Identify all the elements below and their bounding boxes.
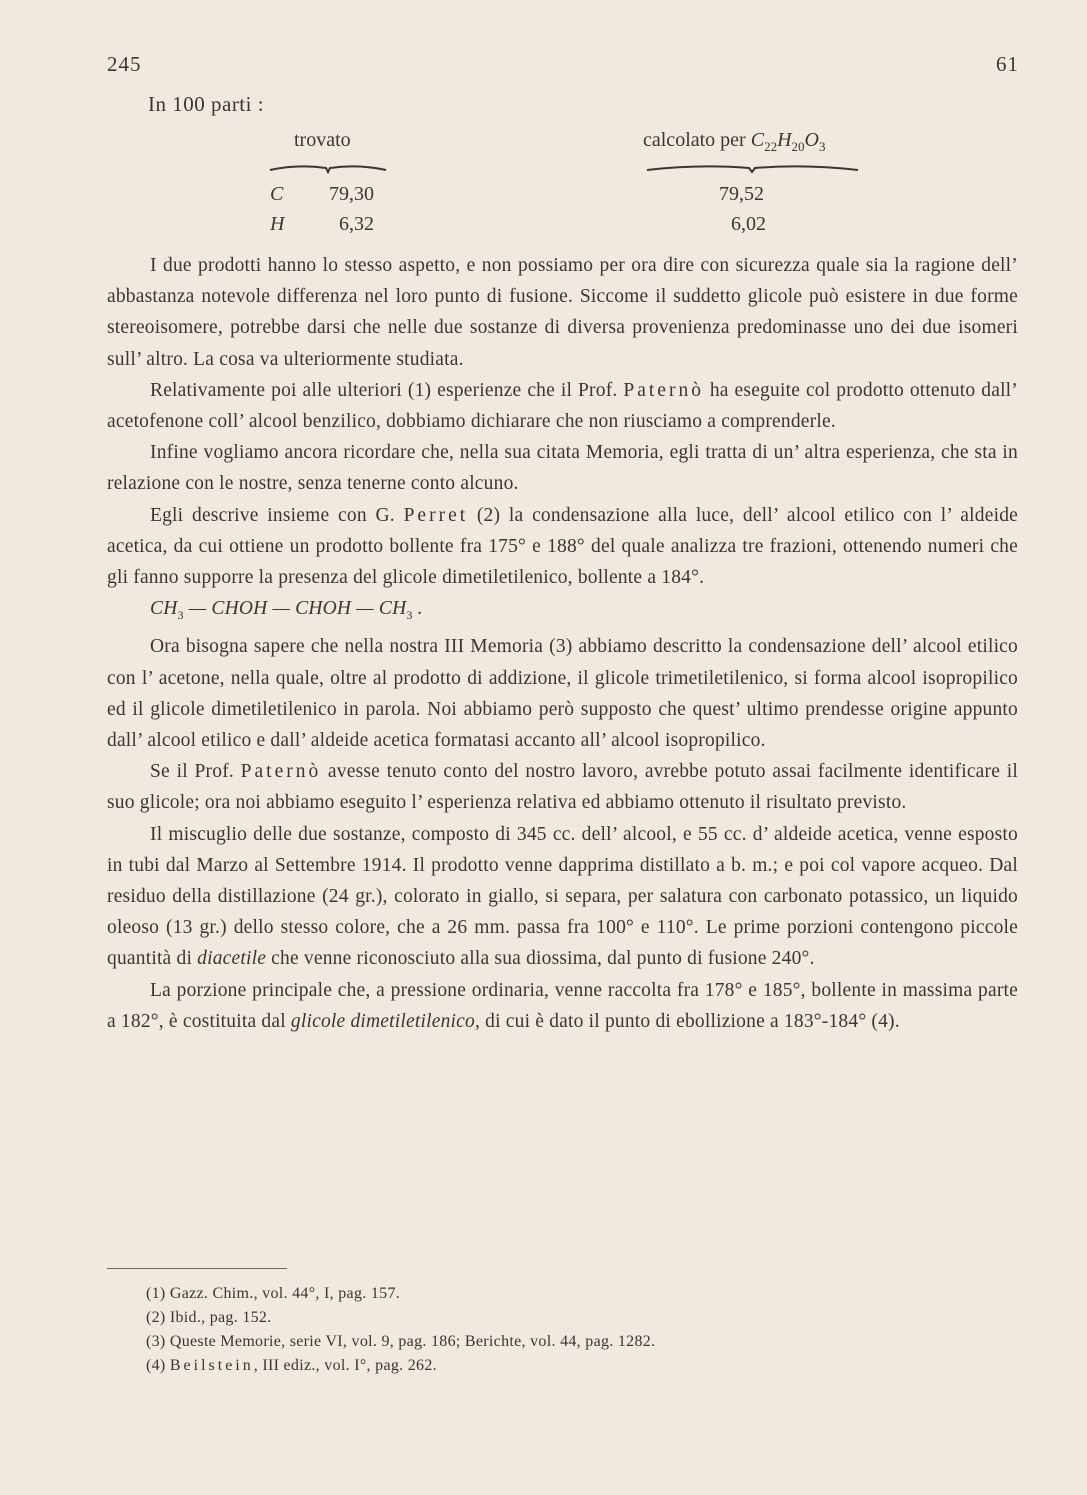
page-number-right: 61 xyxy=(996,52,1019,76)
row-element-h: H xyxy=(270,213,285,235)
paragraph-4: Egli descrive insieme con G. Perret (2) la condensazione alla luce, dell’ alcool etilico con l’ aldeide acetica, da cui ottiene un prodotto bollente fra 175° e 188° del quale analizza tre frazioni, ottenendo numeri che gli fanno supporre la presenza del glicole dimetiletilenico, bollente a 184°. xyxy=(107,504,1018,589)
row-calc-h: 6,02 xyxy=(731,213,766,235)
footnotes xyxy=(146,1282,655,1378)
paragraph-8: La porzione principale che, a pressione ordinaria, venne raccolta fra 178° e 185°, bollente in massima parte a 182°, è costituita dal glicole dimetiletilenico, di cui è dato il punto di ebollizione a 183°-184° (4). xyxy=(107,979,1018,1032)
row-found-h: 6,32 xyxy=(339,213,374,235)
row-calc-c: 79,52 xyxy=(719,183,764,205)
author-name-perret: Perret xyxy=(403,504,469,526)
brace-calculated xyxy=(645,160,860,174)
paragraph-2: Relativamente poi alle ulteriori (1) esperienze che il Prof. Paternò ha eseguite col prodotto ottenuto dall’ acetofenone coll’ alcool benzilico, dobbiamo dichiarare che non riusciamo a comprenderle. xyxy=(107,379,1018,433)
italic-diacetile: diacetile xyxy=(197,948,267,970)
author-name-paterno-2: Paternò xyxy=(240,761,322,783)
row-element-c: C xyxy=(270,183,284,205)
footnote-rule xyxy=(107,1268,287,1269)
footnote-4: (4) Beilstein, III ediz., vol. I°, pag. 262. xyxy=(146,1357,437,1374)
row-found-c: 79,30 xyxy=(329,183,374,205)
italic-glicole: glicole dimetiletilenico xyxy=(290,1010,475,1032)
table-intro: In 100 parti : xyxy=(148,92,265,116)
paragraph-1: I due prodotti hanno lo stesso aspetto, e non possiamo per ora dire con sicurezza quale sia la ragione dell’ abbastanza notevole differenza nel loro punto di fusione. Siccome il suddetto glicole può esistere in due forme stereoisomere, potrebbe darsi che nelle due sostanze di diversa provenienza predominasse uno dei due isomeri sull’ altro. La cosa va ulteriormente studiata. xyxy=(107,255,1018,370)
paragraph-5: Ora bisogna sapere che nella nostra III Memoria (3) abbiamo descritto la condensazione dell’ alcool etilico con l’ acetone, nella quale, oltre al prodotto di addizione, il glicole trimetiletilenico, si forma alcool isopropilico ed il glicole dimetiletilenico in parola. Noi abbiamo però supposto che quest’ ultimo prendesse origine appunto dall’ alcool etilico e dall’ aldeide acetica formatasi accanto all’ alcool isopropilico. xyxy=(107,636,1018,751)
body-text xyxy=(107,250,1018,1037)
author-name-paterno: Paternò xyxy=(623,379,704,401)
column-header-found: trovato xyxy=(294,129,351,151)
paragraph-7: Il miscuglio delle due sostanze, composto di 345 cc. dell’ alcool, e 55 cc. d’ aldeide acetica, venne esposto in tubi dal Marzo al Settembre 1914. Il prodotto venne dapprima distillato a b. m.; e poi col vapore acqueo. Dal residuo della distillazione (24 gr.), colorato in giallo, si separa, per salatura con carbonato potassico, un liquido oleoso (13 gr.) dello stesso colore, che a 26 mm. passa fra 100° e 110°. Le prime porzioni contengono piccole quantità di diacetile che venne riconosciuto alla sua diossima, dal punto di fusione 240°. xyxy=(107,823,1018,970)
chemical-formula: $CH_3$ — CHOH — CHOH — $CH_3$ . xyxy=(150,598,423,623)
author-name-beilstein: Beilstein xyxy=(169,1357,254,1374)
footnote-3: (3) Queste Memorie, serie VI, vol. 9, pag. 186; Berichte, vol. 44, pag. 1282. xyxy=(146,1333,656,1350)
footnote-2: (2) Ibid., pag. 152. xyxy=(146,1309,272,1326)
column-header-calculated: calcolato per $C_{22}H_{20}O_3$ xyxy=(643,129,826,154)
page-number-left: 245 xyxy=(107,52,142,76)
paragraph-3: Infine vogliamo ancora ricordare che, nella sua citata Memoria, egli tratta di un’ altra esperienza, che sta in relazione con le nostre, senza tenerne conto alcuno. xyxy=(107,442,1018,495)
paragraph-6: Se il Prof. Paternò avesse tenuto conto del nostro lavoro, avrebbe potuto assai facilmente identificare il suo glicole; ora noi abbiamo eseguito l’ esperienza relativa ed abbiamo ottenuto il risultato previsto. xyxy=(107,761,1019,814)
brace-found xyxy=(268,160,388,174)
footnote-1: (1) Gazz. Chim., vol. 44°, I, pag. 157. xyxy=(146,1285,401,1302)
